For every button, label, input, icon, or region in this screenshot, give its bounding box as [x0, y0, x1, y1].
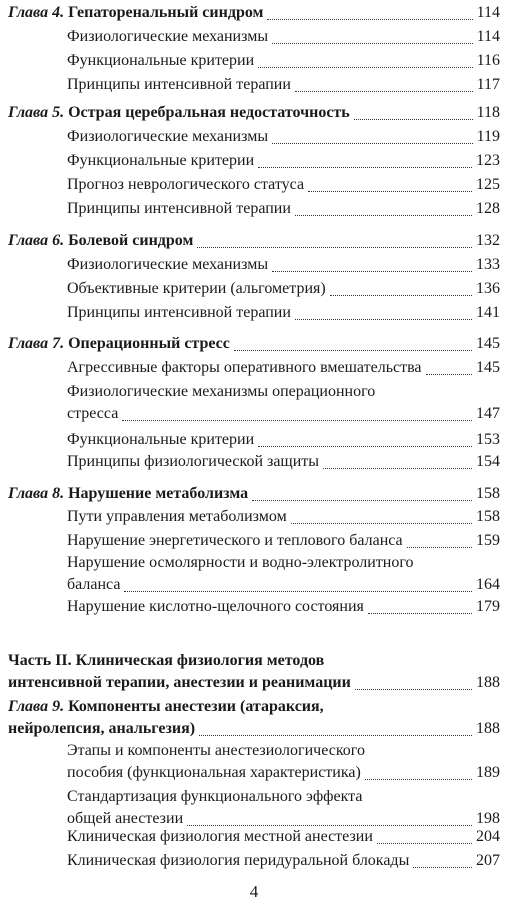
- dot-leader: [258, 147, 472, 168]
- toc-entry-line: [8, 3, 263, 23]
- toc-entry-line: [67, 553, 414, 573]
- dot-leader: [308, 171, 472, 192]
- dot-leader: [295, 299, 472, 320]
- entry-title: баланса: [67, 576, 121, 593]
- chapter-prefix: Глава 5.: [8, 104, 69, 121]
- page-ref: 188: [476, 674, 500, 691]
- page-ref: 116: [476, 52, 500, 69]
- toc-entry-line: [67, 358, 422, 378]
- entry-title: Операционный стресс: [68, 335, 230, 352]
- toc-entry-line: [67, 741, 365, 761]
- toc-entry-line: [67, 199, 291, 219]
- toc-entry-line: [67, 27, 268, 47]
- chapter-prefix: Глава 7.: [8, 335, 69, 352]
- toc-entry-line: [8, 334, 230, 354]
- entry-title: Принципы интенсивной терапии: [67, 304, 291, 321]
- entry-title: Агрессивные факторы оперативного вмешательства: [67, 359, 422, 376]
- dot-leader: [377, 823, 472, 844]
- entry-title: Принципы интенсивной терапии: [67, 76, 291, 93]
- dot-leader: [272, 23, 473, 44]
- page-ref: 164: [476, 576, 500, 593]
- dot-leader: [258, 426, 472, 447]
- entry-title: Функциональные критерии: [67, 152, 255, 169]
- toc-entry-line: [67, 151, 254, 171]
- toc-entry-line: [67, 127, 268, 147]
- toc-entry-line: [67, 452, 319, 472]
- entry-title: Пути управления метаболизмом: [67, 508, 287, 525]
- dot-leader: [124, 571, 472, 592]
- toc-entry-line: [67, 531, 403, 551]
- page-ref: 188: [476, 720, 500, 737]
- toc-entry-line: [67, 851, 409, 871]
- dot-leader: [291, 503, 472, 524]
- entry-title: Физиологические механизмы операционного: [67, 383, 376, 400]
- page-ref: 117: [476, 76, 500, 93]
- toc-entry-line: [67, 175, 304, 195]
- toc-entry-line: [67, 51, 254, 71]
- page-ref: 119: [476, 128, 500, 145]
- dot-leader: [122, 400, 472, 421]
- page-ref: 145: [476, 335, 500, 352]
- entry-title: пособия (функциональная характеристика): [67, 764, 361, 781]
- entry-title: Этапы и компоненты анестезиологического: [67, 742, 365, 759]
- entry-title: Стандартизация функционального эффекта: [67, 788, 363, 805]
- page-ref: 198: [476, 810, 500, 827]
- toc-entry-line: [67, 763, 361, 783]
- dot-leader: [267, 0, 473, 20]
- page-ref: 179: [476, 598, 500, 615]
- toc-entry-line: [67, 255, 268, 275]
- toc-entry-line: [67, 827, 373, 847]
- dot-leader: [199, 715, 472, 736]
- entry-title: Острая церебральная недостаточность: [68, 104, 350, 121]
- page-ref: 136: [476, 280, 500, 297]
- dot-leader: [330, 275, 472, 296]
- page-ref: 125: [476, 176, 500, 193]
- page-ref: 114: [476, 28, 500, 45]
- dot-leader: [355, 669, 472, 690]
- dot-leader: [234, 330, 472, 351]
- entry-title: интенсивной терапии, анестезии и реанимации: [8, 674, 351, 691]
- entry-title: Физиологические механизмы: [67, 256, 269, 273]
- page-ref: 118: [476, 104, 500, 121]
- dot-leader: [413, 847, 472, 868]
- toc-entry-line: [67, 597, 364, 617]
- entry-title: Функциональные критерии: [67, 431, 255, 448]
- dot-leader: [354, 99, 473, 120]
- toc-entry-line: [8, 231, 193, 251]
- entry-title: Нарушение энергетического и теплового баланса: [67, 532, 403, 549]
- toc-entry-line: [8, 651, 324, 671]
- toc-entry-line: [8, 484, 248, 504]
- dot-leader: [272, 251, 472, 272]
- entry-title: Нарушение метаболизма: [68, 485, 249, 502]
- page-ref: 158: [476, 485, 500, 502]
- dot-leader: [272, 123, 473, 144]
- entry-title: Компоненты анестезии (атараксия,: [68, 698, 324, 715]
- toc-entry-line: [67, 279, 326, 299]
- dot-leader: [258, 47, 473, 68]
- page-ref: 189: [476, 764, 500, 781]
- page-ref: 132: [476, 232, 500, 249]
- page-ref: 207: [476, 852, 500, 869]
- dot-leader: [197, 227, 472, 248]
- dot-leader: [323, 448, 472, 469]
- toc-entry-line: [67, 404, 118, 424]
- toc-entry-line: [8, 719, 195, 739]
- page-ref: 141: [476, 304, 500, 321]
- toc-entry-line: [67, 575, 120, 595]
- toc-entry-line: [8, 673, 351, 693]
- dot-leader: [407, 527, 472, 548]
- dot-leader: [365, 759, 472, 780]
- toc-entry-line: [67, 809, 183, 829]
- toc-entry-line: [67, 303, 291, 323]
- entry-title: Клиническая физиология местной анестезии: [67, 828, 373, 845]
- page-ref: 145: [476, 359, 500, 376]
- page-ref: 159: [476, 532, 500, 549]
- page-ref: 154: [476, 453, 500, 470]
- toc-entry-line: [67, 430, 254, 450]
- entry-title: Объективные критерии (альгометрия): [67, 280, 326, 297]
- chapter-prefix: Глава 8.: [8, 485, 69, 502]
- dot-leader: [252, 480, 472, 501]
- toc-entry-line: [67, 507, 287, 527]
- entry-title: Физиологические механизмы: [67, 128, 269, 145]
- entry-title: Прогноз неврологического статуса: [67, 176, 305, 193]
- entry-title: Болевой синдром: [68, 232, 194, 249]
- page-ref: 204: [476, 828, 500, 845]
- entry-title: Гепаторенальный синдром: [68, 4, 264, 21]
- page-ref: 133: [476, 256, 500, 273]
- page-ref: 153: [476, 431, 500, 448]
- entry-title: общей анестезии: [67, 810, 184, 827]
- dot-leader: [295, 71, 473, 92]
- dot-leader: [295, 195, 472, 216]
- toc-entry-line: [67, 787, 362, 807]
- chapter-prefix: Глава 6.: [8, 232, 69, 249]
- toc-entry-line: [67, 382, 375, 402]
- page-number: 4: [249, 882, 259, 901]
- entry-title: Часть II. Клиническая физиология методов: [8, 652, 325, 669]
- toc-entry-line: [8, 103, 350, 123]
- entry-title: Принципы физиологической защиты: [67, 453, 320, 470]
- entry-title: Функциональные критерии: [67, 52, 255, 69]
- page-ref: 128: [476, 200, 500, 217]
- entry-title: Нарушение осмолярности и водно-электролитного: [67, 554, 414, 571]
- page-ref: 158: [476, 508, 500, 525]
- entry-title: нейролепсия, анальгезия): [8, 720, 196, 737]
- page-ref: 114: [476, 4, 500, 21]
- entry-title: стресса: [67, 405, 119, 422]
- chapter-prefix: Глава 4.: [8, 4, 69, 21]
- page-ref: 147: [476, 405, 500, 422]
- entry-title: Нарушение кислотно-щелочного состояния: [67, 598, 364, 615]
- entry-title: Принципы интенсивной терапии: [67, 200, 291, 217]
- toc-entry-line: [67, 75, 291, 95]
- entry-title: Физиологические механизмы: [67, 28, 269, 45]
- page-ref: 123: [476, 152, 500, 169]
- toc-entry-line: [8, 697, 324, 717]
- chapter-prefix: Глава 9.: [8, 698, 69, 715]
- dot-leader: [426, 354, 472, 375]
- entry-title: Клиническая физиология перидуральной блокады: [67, 852, 410, 869]
- dot-leader: [368, 593, 472, 614]
